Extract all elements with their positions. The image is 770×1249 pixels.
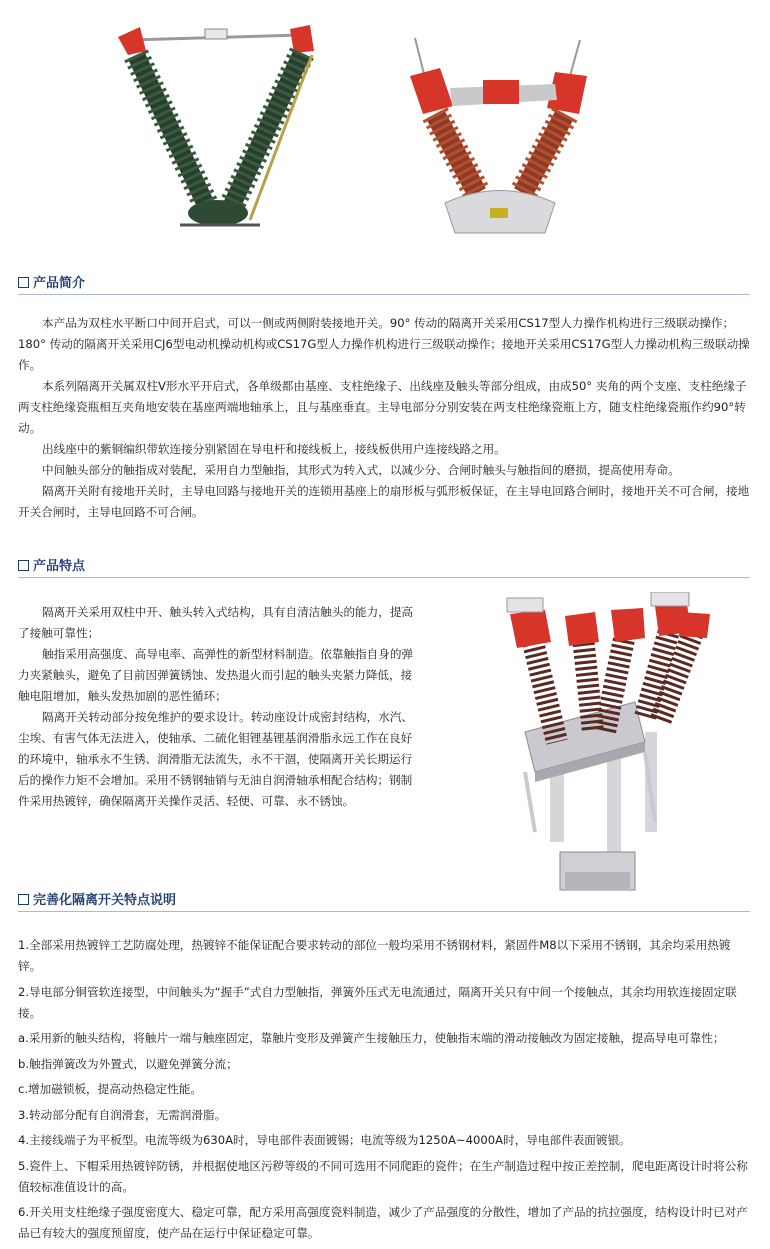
section-title-intro: 产品简介 <box>18 272 85 291</box>
improved-feature-list <box>18 935 753 1249</box>
intro-paragraph: 中间触头部分的触指成对装配，采用自力型触指，其形式为转入式，以减少分、合闸时触头与触指间的磨损，提高使用寿命。 <box>42 463 680 477</box>
features-paragraphs <box>18 602 416 812</box>
checkbox-square-icon <box>18 277 29 288</box>
features-paragraph: 触指采用高强度、高导电率、高弹性的新型材料制造。依靠触指自身的弹力夹紧触头，避免了目前因弹簧锈蚀、发热退火而引起的触头夹紧力降低，接触电阻增加，触头发热加剧的恶性循环； <box>18 647 414 703</box>
section-divider <box>18 577 750 578</box>
checkbox-square-icon <box>18 560 29 571</box>
intro-paragraphs <box>18 313 753 523</box>
product-photo-red-switch <box>395 28 610 248</box>
intro-paragraph: 本系列隔离开关属双柱V形水平开启式，各单级都由基座、支柱绝缘子、出线座及触头等部分组成，由成50° 夹角的两个支座、支柱绝缘子两支柱绝缘瓷瓶相互夹角地安装在基座两端地轴承上，且与基座垂直。主导电部分分别安装在两支柱绝缘瓷瓶上方，随支柱绝缘瓷瓶作约90°转动。 <box>18 379 747 435</box>
list-item: 3.转动部分配有自润滑套，无需润滑脂。 <box>18 1107 227 1122</box>
list-item: 2.导电部分铜管软连接型，中间触头为“握手”式自力型触指，弹簧外压式无电流通过，隔离开关只有中间一个接触点，其余均用软连接固定联接。 <box>18 984 737 1020</box>
list-item: c.增加磁锁板，提高动热稳定性能。 <box>18 1082 202 1096</box>
list-item: 6.开关用支柱绝缘子强度密度大、稳定可靠，配方采用高强度瓷料制造，减少了产品强度的分散性，增加了产品的抗拉强度，结构设计时已对产品已有较大的强度预留度，使产品在运行中保证稳定可靠。 <box>18 1205 748 1240</box>
section-divider <box>18 294 750 295</box>
product-photo-green-switch <box>110 15 325 235</box>
list-item: a.采用新的触头结构，将触片一端与触座固定，靠触片变形及弹簧产生接触压力，使触指末端的滑动接触改为固定接触，提高导电可靠性； <box>18 1031 725 1045</box>
list-item: b.触指弹簧改为外置式，以避免弹簧分流； <box>18 1056 238 1071</box>
list-item: 1.全部采用热镀锌工艺防腐处理，热镀锌不能保证配合要求转动的部位一般均采用不锈钢材料，紧固件M8以下采用不锈钢，其余均采用热镀锌。 <box>18 938 731 973</box>
product-photo-three-phase-switch <box>495 592 750 902</box>
intro-paragraph: 隔离开关附有接地开关时，主导电回路与接地开关的连锁用基座上的扇形板与弧形板保证，在主导电回路合闸时，接地开关不可合闸，接地开关合闸时，主导电回路不可合闸。 <box>18 484 750 519</box>
features-paragraph: 隔离开关采用双柱中开、触头转入式结构，具有自清洁触头的能力，提高了接触可靠性； <box>18 605 414 640</box>
section-divider <box>18 911 750 912</box>
section-title-features: 产品特点 <box>18 555 85 574</box>
list-item: 5.瓷件上、下帽采用热镀锌防锈，并根据使地区污秽等级的不同可选用不同爬距的瓷件；在生产制造过程中按正差控制，爬电距离设计时将公称值较标准值设计的高。 <box>18 1158 748 1194</box>
section-title-improved: 完善化隔离开关特点说明 <box>18 889 176 908</box>
list-item: 4.主接线端子为平板型。电流等级为630A时，导电部件表面镀锡；电流等级为1250A~4000A时，导电部件表面镀银。 <box>18 1133 631 1147</box>
intro-paragraph: 出线座中的紫铜编织带软连接分别紧固在导电杆和接线板上，接线板供用户连接线路之用。 <box>42 442 506 456</box>
features-paragraph: 隔离开关转动部分按免维护的要求设计。转动座设计成密封结构，水汽、尘埃、有害气体无法进入，使轴承、二硫化钼锂基锂基润滑脂永远工作在良好的环境中，轴承永不生锈、润滑脂无法流失，永不干涸，使隔离开关长期运行后的操作力矩不会增加。采用不锈钢轴销与无油自润滑轴承相配合结构；钢制件采用热镀锌，确保隔离开关操作灵活、轻便、可靠、永不锈蚀。 <box>18 710 414 808</box>
intro-paragraph: 本产品为双柱水平断口中间开启式，可以一侧或两侧附装接地开关。90° 传动的隔离开关采用CS17型人力操作机构进行三级联动操作；180° 传动的隔离开关采用CJ6型电动机操动机构或CS17G型人力操作机构进行三级联动操作；接地开关采用CS17G型人力操动机构三级联动操作。 <box>18 316 750 372</box>
checkbox-square-icon <box>18 894 29 905</box>
